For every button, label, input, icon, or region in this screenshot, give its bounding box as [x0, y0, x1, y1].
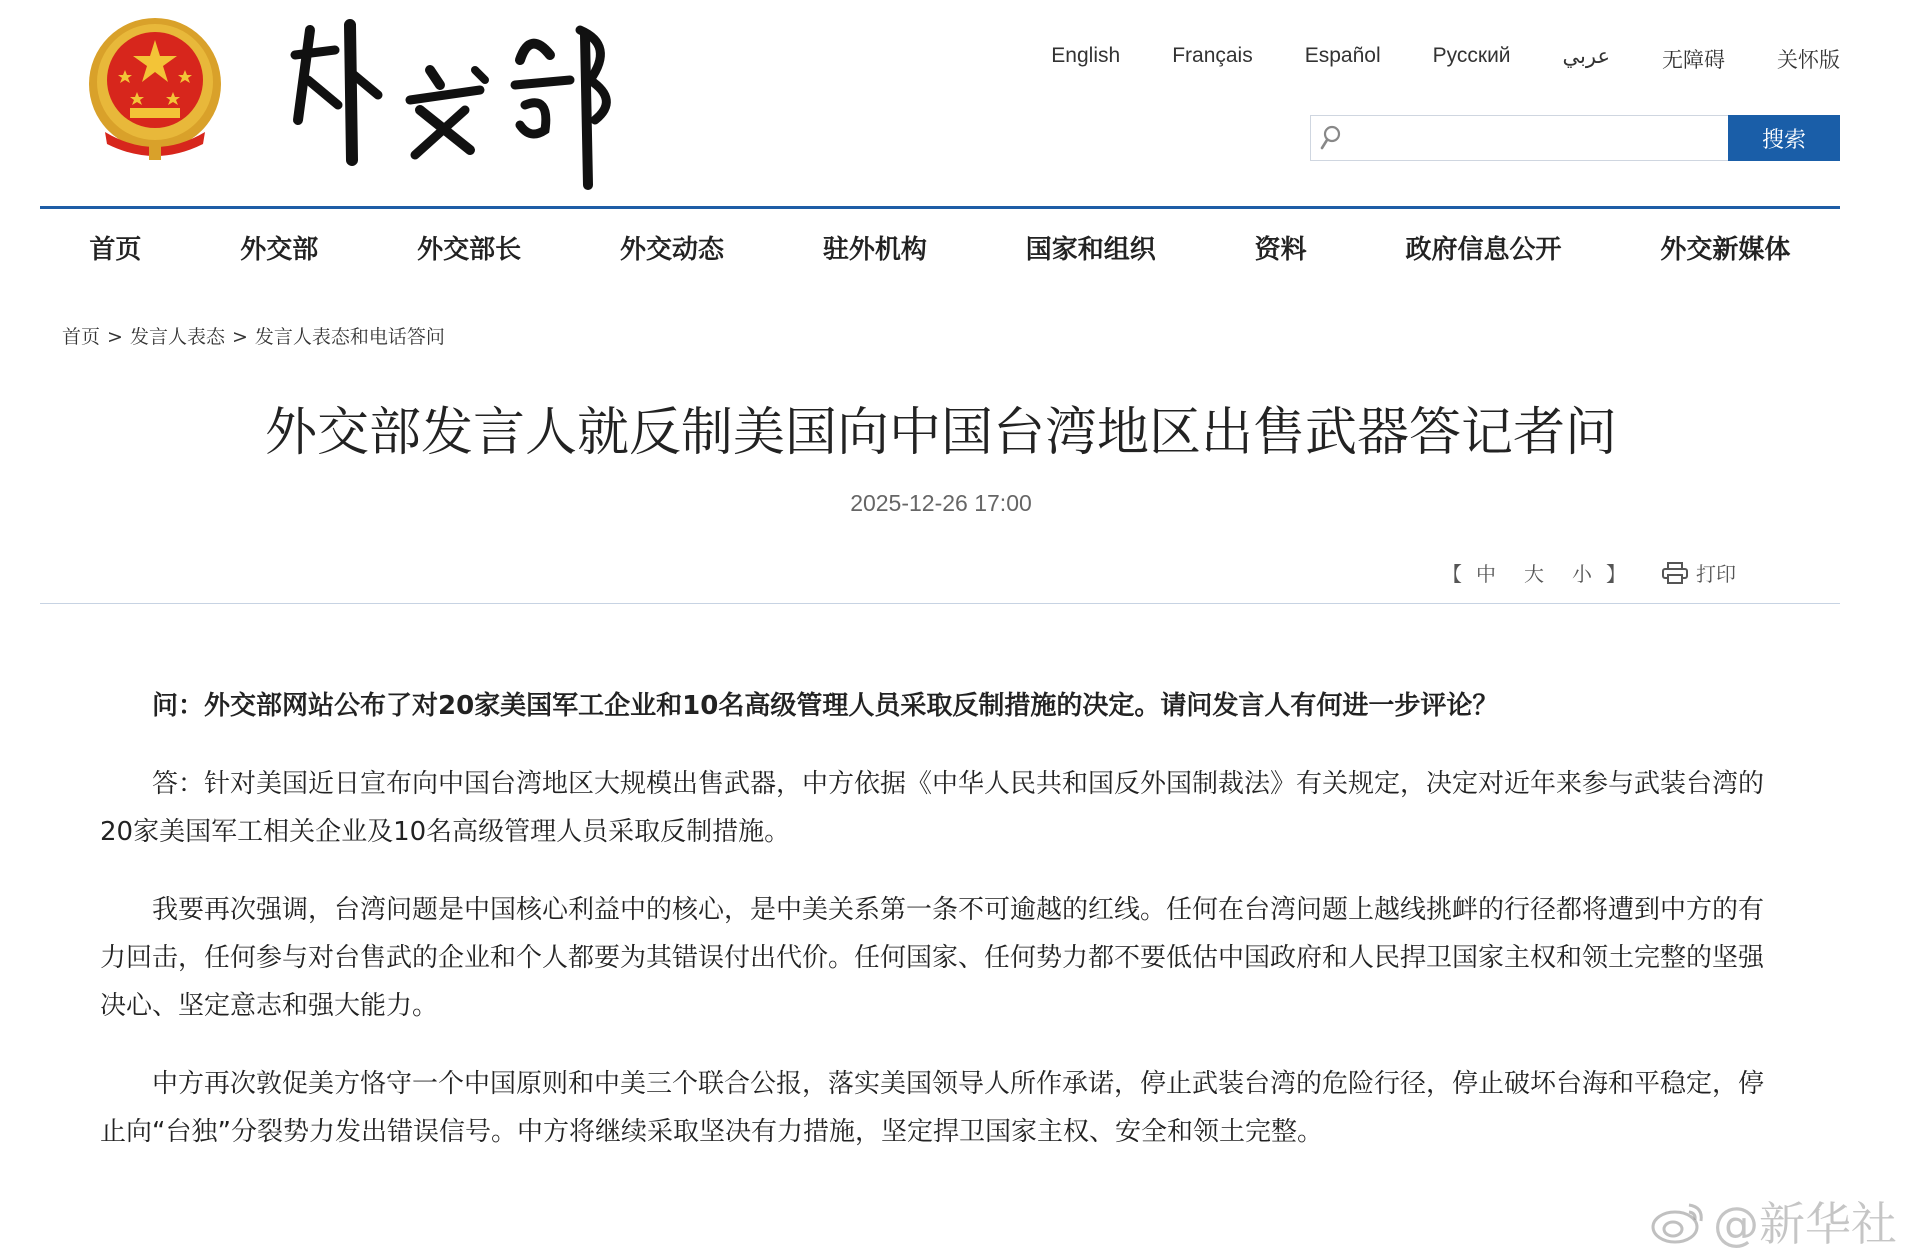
nav-item-resources[interactable]: 资料 — [1254, 234, 1307, 265]
article-toolbar — [1442, 558, 1736, 587]
printer-icon — [1662, 562, 1688, 584]
article-paragraph: 答：针对美国近日宣布向中国台湾地区大规模出售武器，中方依据《中华人民共和国反外国制裁法》有关规定，决定对近年来参与武装台湾的20家美国军工相关企业及10名高级管理人员采取反制措施。 — [100, 769, 1765, 847]
nav-item-minister[interactable]: 外交部长 — [417, 234, 522, 265]
search-icon — [1311, 116, 1351, 160]
article-paragraph: 我要再次强调，台湾问题是中国核心利益中的核心，是中美关系第一条不可逾越的红线。任何在台湾问题上越线挑衅的行径都将遭到中方的有力回击，任何参与对台售武的企业和个人都要为其错误付出代价。任何国家、任何势力都不要低估中国政府和人民捍卫国家主权和领土完整的坚强决心、坚定意志和强大能力。 — [100, 895, 1765, 1021]
search-box — [1310, 115, 1840, 161]
language-bar — [999, 44, 1840, 74]
weibo-icon — [1649, 1197, 1707, 1245]
national-emblem-logo[interactable] — [85, 12, 225, 162]
article-question: 问：外交部网站公布了对20家美国军工企业和10名高级管理人员采取反制措施的决定。请问发言人有何进一步评论？ — [152, 691, 1499, 721]
nav-item-diplomatic-news[interactable]: 外交动态 — [620, 234, 725, 265]
search-input[interactable] — [1351, 116, 1728, 160]
print-label: 打印 — [1696, 562, 1736, 586]
nav-item-gov-info[interactable]: 政府信息公开 — [1405, 234, 1562, 265]
breadcrumb-current[interactable]: 发言人表态和电话答问 — [254, 326, 445, 348]
lang-english-link[interactable]: English — [1051, 44, 1121, 67]
lang-russian-link[interactable]: Русский — [1432, 44, 1511, 67]
breadcrumb-separator: > — [231, 326, 248, 348]
search-button[interactable]: 搜索 — [1728, 115, 1840, 161]
nav-top-rule — [40, 206, 1840, 209]
accessibility-link[interactable]: 无障碍 — [1662, 49, 1725, 72]
article-title: 外交部发言人就反制美国向中国台湾地区出售武器答记者问 — [264, 403, 1617, 463]
lang-arabic-link[interactable]: عربي — [1562, 45, 1610, 68]
font-size-bracket-close: 】 — [1606, 562, 1626, 586]
elderly-care-version-link[interactable]: 关怀版 — [1777, 49, 1840, 72]
lang-spanish-link[interactable]: Español — [1304, 44, 1381, 67]
breadcrumb-separator: > — [107, 326, 123, 348]
nav-item-new-media[interactable]: 外交新媒体 — [1660, 234, 1791, 265]
nav-item-ministry[interactable]: 外交部 — [240, 234, 319, 265]
font-size-large-button[interactable]: 大 — [1524, 562, 1544, 586]
ministry-calligraphy-logo[interactable] — [280, 10, 630, 190]
watermark-text: @新华社 — [1713, 1197, 1897, 1251]
nav-item-missions-abroad[interactable]: 驻外机构 — [822, 234, 927, 265]
main-nav — [40, 212, 1840, 282]
print-button[interactable] — [1662, 558, 1736, 587]
site-header — [0, 0, 1911, 210]
article-paragraph: 中方再次敦促美方恪守一个中国原则和中美三个联合公报，落实美国领导人所作承诺，停止武装台湾的危险行径，停止破坏台海和平稳定，停止向“台独”分裂势力发出错误信号。中方将继续采取坚决有力措施，坚定捍卫国家主权、安全和领土完整。 — [100, 1069, 1765, 1147]
font-size-medium-button[interactable]: 中 — [1476, 562, 1496, 586]
font-size-bracket-open: 【 — [1442, 562, 1462, 586]
article-date: 2025-12-26 17:00 — [850, 490, 1032, 516]
nav-item-home[interactable]: 首页 — [89, 234, 142, 265]
watermark — [1649, 1188, 1897, 1254]
breadcrumb-home[interactable]: 首页 — [62, 326, 101, 348]
breadcrumb-spokesperson[interactable]: 发言人表态 — [129, 326, 225, 348]
nav-item-countries-orgs[interactable]: 国家和组织 — [1025, 234, 1156, 265]
lang-french-link[interactable]: Français — [1172, 44, 1253, 67]
article-body — [100, 682, 1782, 1186]
breadcrumb — [62, 322, 445, 349]
font-size-small-button[interactable]: 小 — [1572, 562, 1592, 586]
content-divider — [40, 603, 1840, 604]
